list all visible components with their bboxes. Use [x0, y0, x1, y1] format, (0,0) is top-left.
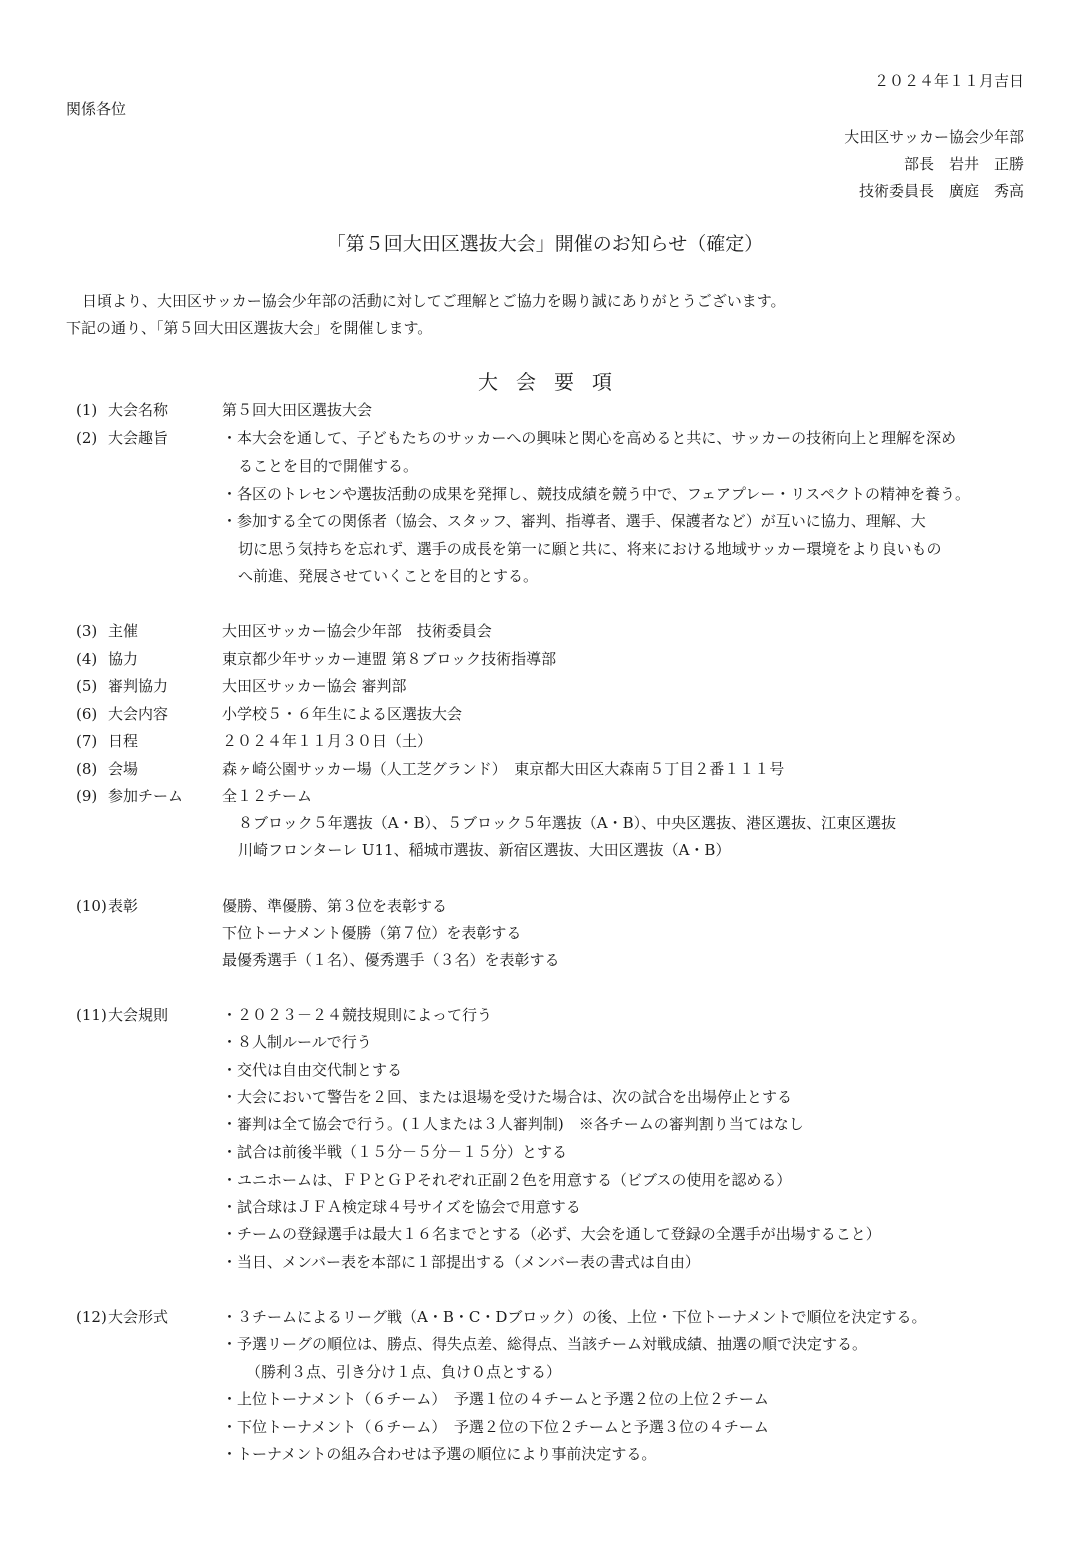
item-label-rules: 大会規則 [108, 1006, 169, 1024]
item-number: (9) [76, 787, 98, 805]
purpose-line: へ前進、発展させていくことを目的とする。 [238, 567, 539, 585]
rules-line: ・当日、メンバー表を本部に１部提出する（メンバー表の書式は自由） [222, 1253, 700, 1271]
format-line: ・予選リーグの順位は、勝点、得失点差、総得点、当該チーム対戦成績、抽選の順で決定する。 [222, 1335, 868, 1353]
item-number: (5) [76, 677, 98, 695]
rules-line: ・２０２３－２４競技規則によって行う [222, 1006, 493, 1024]
rules-line: ・チームの登録選手は最大１６名までとする（必ず、大会を通して登録の全選手が出場すること） [222, 1225, 881, 1243]
purpose-line: ・本大会を通して、子どもたちのサッカーへの興味と関心を高めると共に、サッカーの技術向上と理解を深め [222, 429, 957, 447]
item-label-awards: 表彰 [108, 897, 139, 915]
format-line: ・上位トーナメント（６チーム） 予選１位の４チームと予選２位の上位２チーム [222, 1390, 769, 1408]
teams-line: 川崎フロンターレ U11、稲城市選抜、新宿区選抜、大田区選抜（A・B） [238, 841, 731, 859]
awards-line: 優勝、準優勝、第３位を表彰する [222, 897, 448, 915]
document-date: ２０２４年１１月吉日 [873, 72, 1024, 90]
item-label-teams: 参加チーム [108, 787, 184, 805]
item-value-organizer: 大田区サッカー協会少年部 技術委員会 [222, 622, 492, 640]
item-number: (12) [76, 1308, 107, 1326]
item-label-purpose: 大会趣旨 [108, 429, 169, 447]
item-label-date: 日程 [108, 732, 139, 750]
intro-line-2: 下記の通り、「第５回大田区選抜大会」を開催します。 [66, 319, 433, 337]
item-number: (6) [76, 705, 98, 723]
format-line: ・トーナメントの組み合わせは予選の順位により事前決定する。 [222, 1445, 657, 1463]
item-value-date: ２０２４年１１月３０日（土） [222, 732, 433, 750]
item-value-name: 第５回大田区選抜大会 [222, 401, 373, 419]
item-label-content: 大会内容 [108, 705, 169, 723]
purpose-line: 切に思う気持ちを忘れず、選手の成長を第一に願と共に、将来における地域サッカー環境をより良いもの [238, 540, 942, 558]
item-label-format: 大会形式 [108, 1308, 169, 1326]
item-number: (10) [76, 897, 107, 915]
item-value-venue: 森ヶ崎公園サッカー場（人工芝グランド） 東京都大田区大森南５丁目２番１１１号 [222, 760, 785, 778]
format-line: ・下位トーナメント（６チーム） 予選２位の下位２チームと予選３位の４チーム [222, 1418, 769, 1436]
purpose-line: ・参加する全ての関係者（協会、スタッフ、審判、指導者、選手、保護者など）が互いに協力、理解、大 [222, 512, 926, 530]
rules-line: ・審判は全て協会で行う。(１人または３人審判制) ※各チームの審判割り当てはなし [222, 1115, 804, 1133]
intro-line-1: 日頃より、大田区サッカー協会少年部の活動に対してご理解とご協力を賜り誠にありがとうございます。 [82, 292, 786, 310]
awards-line: 下位トーナメント優勝（第７位）を表彰する [222, 924, 522, 942]
item-label-name: 大会名称 [108, 401, 169, 419]
teams-line: ８ブロック５年選抜（A・B）、５ブロック５年選抜（A・B）、中央区選抜、港区選抜、江東区選抜 [238, 814, 897, 832]
sender-director: 部長 岩井 正勝 [903, 155, 1024, 173]
item-label-organizer: 主催 [108, 622, 139, 640]
item-number: (4) [76, 650, 98, 668]
document-title: 「第５回大田区選抜大会」開催のお知らせ（確定） [326, 233, 764, 255]
rules-line: ・ユニホームは、ＦＰとＧＰそれぞれ正副２色を用意する（ビブスの使用を認める） [222, 1171, 792, 1189]
item-value-cooperation: 東京都少年サッカー連盟 第８ブロック技術指導部 [222, 650, 557, 668]
rules-line: ・試合球はＪＦＡ検定球４号サイズを協会で用意する [222, 1198, 581, 1216]
purpose-line: ることを目的で開催する。 [238, 457, 419, 475]
rules-line: ・試合は前後半戦（１５分－５分－１５分）とする [222, 1143, 568, 1161]
sender-organization: 大田区サッカー協会少年部 [844, 128, 1024, 146]
teams-line: 全１２チーム [222, 787, 313, 805]
rules-line: ・交代は自由交代制とする [222, 1061, 403, 1079]
item-number: (11) [76, 1006, 107, 1024]
rules-line: ・大会において警告を２回、または退場を受けた場合は、次の試合を出場停止とする [222, 1088, 793, 1106]
sender-technical-chair: 技術委員長 廣庭 秀高 [858, 182, 1024, 200]
item-label-referee-cooperation: 審判協力 [108, 677, 169, 695]
awards-line: 最優秀選手（１名）、優秀選手（３名）を表彰する [222, 951, 560, 969]
purpose-line: ・各区のトレセンや選抜活動の成果を発揮し、競技成績を競う中で、フェアプレー・リスペクトの精神を養う。 [222, 485, 971, 503]
recipient: 関係各位 [66, 100, 127, 118]
item-number: (1) [76, 401, 98, 419]
section-heading: 大会要項 [478, 370, 630, 394]
format-line: ・３チームによるリーグ戦（A・B・C・Dブロック）の後、上位・下位トーナメントで順位を決定する。 [222, 1308, 927, 1326]
item-number: (3) [76, 622, 98, 640]
item-number: (7) [76, 732, 98, 750]
item-label-venue: 会場 [108, 760, 139, 778]
item-label-cooperation: 協力 [108, 650, 139, 668]
item-number: (8) [76, 760, 98, 778]
rules-line: ・８人制ルールで行う [222, 1033, 372, 1051]
item-value-content: 小学校５・６年生による区選抜大会 [222, 705, 463, 723]
item-value-referee-cooperation: 大田区サッカー協会 審判部 [222, 677, 407, 695]
format-line: （勝利３点、引き分け１点、負け０点とする） [246, 1363, 562, 1381]
item-number: (2) [76, 429, 98, 447]
